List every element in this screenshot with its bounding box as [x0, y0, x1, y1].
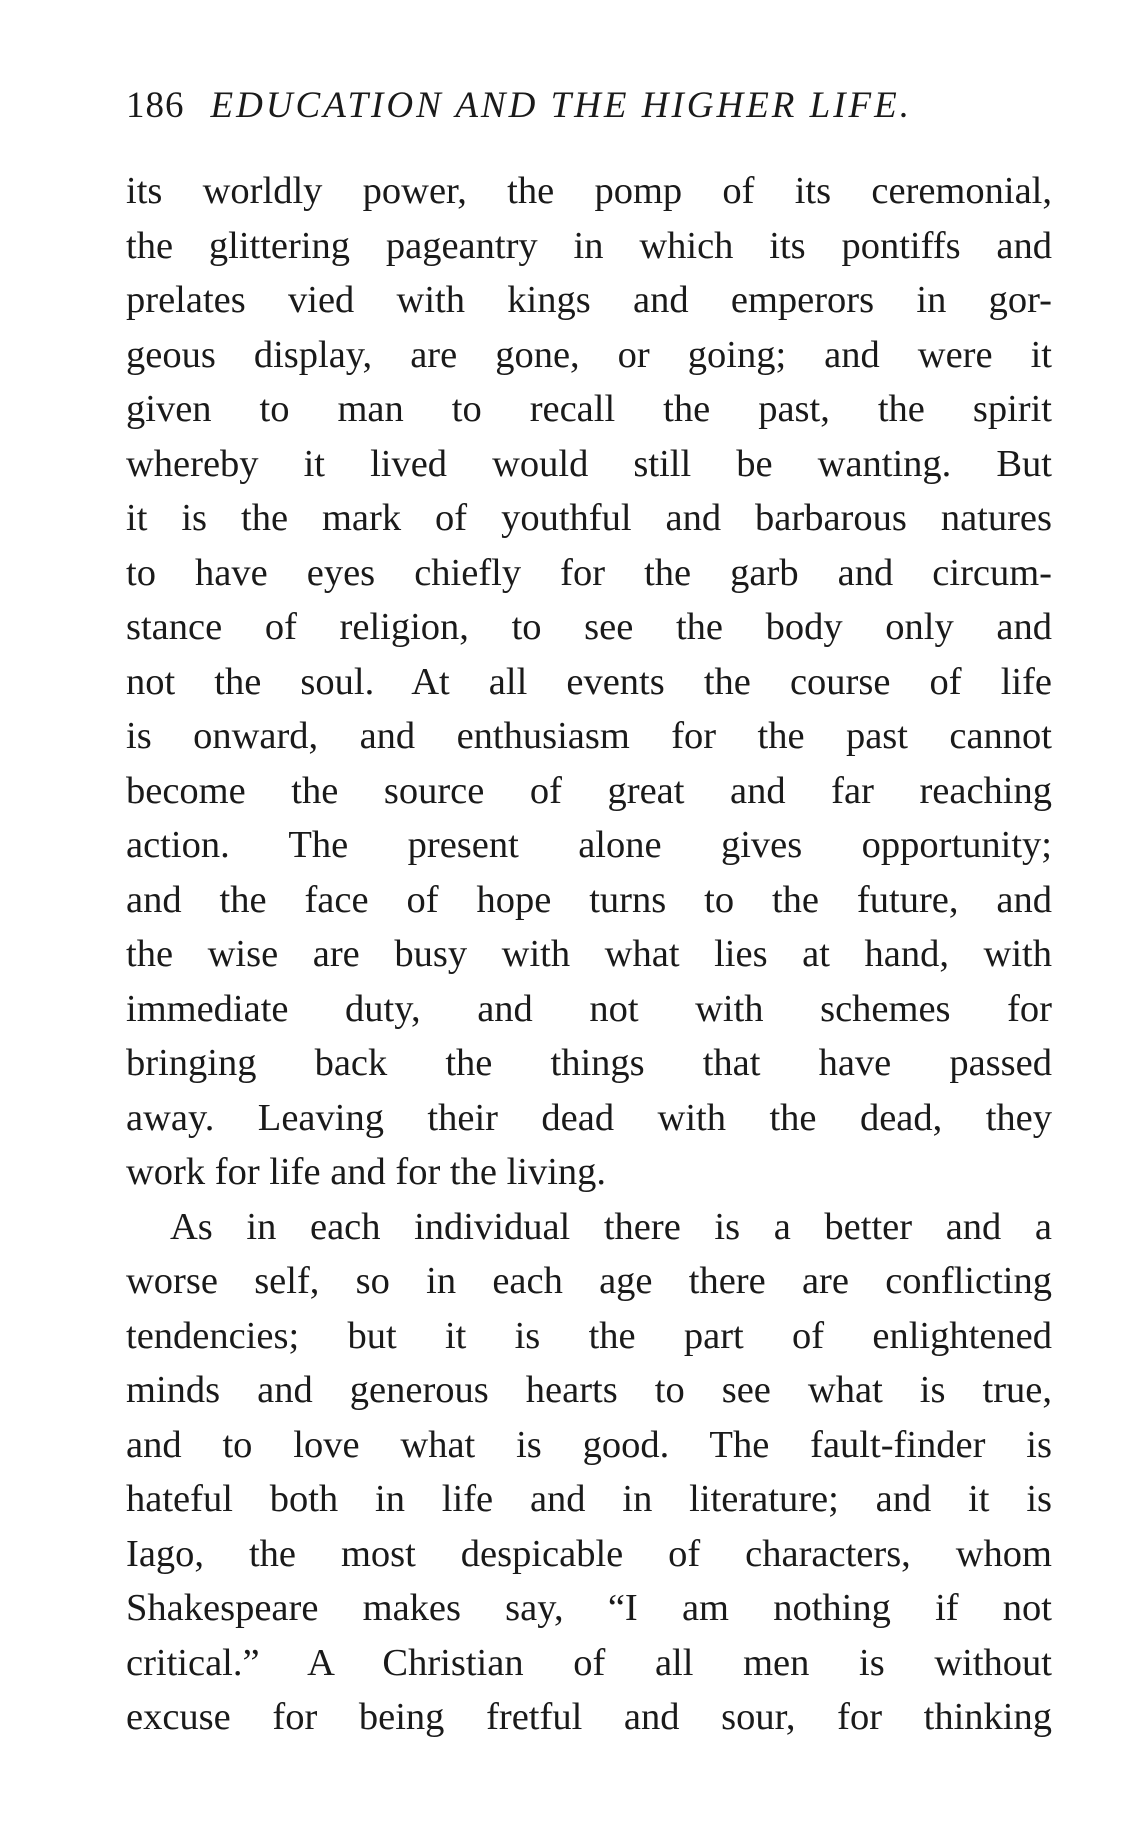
running-title: EDUCATION AND THE HIGHER LIFE. — [210, 85, 913, 126]
text-line: and the face of hope turns to the future, and — [126, 878, 1052, 921]
text-line: stance of religion, to see the body only and — [126, 606, 1052, 648]
text-line: tendencies; but it is the part of enlightened — [126, 1314, 1052, 1357]
text-line: it is the mark of youthful and barbarous natures — [126, 497, 1052, 539]
text-line: and to love what is good. The fault-finder is — [126, 1423, 1052, 1466]
text-line: its worldly power, the pomp of its ceremonial, — [126, 170, 1052, 212]
text-line: the glittering pageantry in which its pontiffs and — [126, 224, 1052, 267]
text-line: excuse for being fretful and sour, for thinking — [126, 1696, 1052, 1738]
paragraph-1 — [126, 164, 1052, 1200]
text-line: Iago, the most despicable of characters, whom — [126, 1532, 1052, 1575]
text-line: whereby it lived would still be wanting. But — [126, 442, 1052, 485]
text-line: the wise are busy with what lies at hand, with — [126, 933, 1052, 975]
text-line: away. Leaving their dead with the dead, they — [126, 1096, 1052, 1139]
text-line: worse self, so in each age there are conflicting — [126, 1260, 1052, 1302]
text-line: given to man to recall the past, the spirit — [126, 388, 1052, 430]
text-line: critical.” A Christian of all men is without — [126, 1641, 1052, 1684]
text-line: work for life and for the living. — [126, 1151, 607, 1193]
text-line: is onward, and enthusiasm for the past cannot — [126, 715, 1052, 757]
text-line: Shakespeare makes say, “I am nothing if not — [126, 1587, 1052, 1629]
text-line: As in each individual there is a better and a — [170, 1205, 1052, 1248]
text-line: become the source of great and far reaching — [126, 769, 1052, 812]
text-line: prelates vied with kings and emperors in gor- — [126, 279, 1052, 321]
text-line: hateful both in life and in literature; and it is — [126, 1478, 1052, 1520]
text-line: minds and generous hearts to see what is true, — [126, 1369, 1052, 1411]
text-line: immediate duty, and not with schemes for — [126, 987, 1052, 1030]
text-line: action. The present alone gives opportunity; — [126, 824, 1052, 866]
text-line: not the soul. At all events the course of life — [126, 660, 1052, 703]
text-line: to have eyes chiefly for the garb and circum- — [126, 551, 1052, 594]
running-head — [126, 84, 1046, 136]
body-text — [126, 164, 1052, 1745]
paragraph-2 — [126, 1200, 1052, 1745]
page-number: 186 — [126, 85, 185, 126]
text-line: geous display, are gone, or going; and were it — [126, 333, 1052, 376]
text-line: bringing back the things that have passed — [126, 1042, 1052, 1084]
